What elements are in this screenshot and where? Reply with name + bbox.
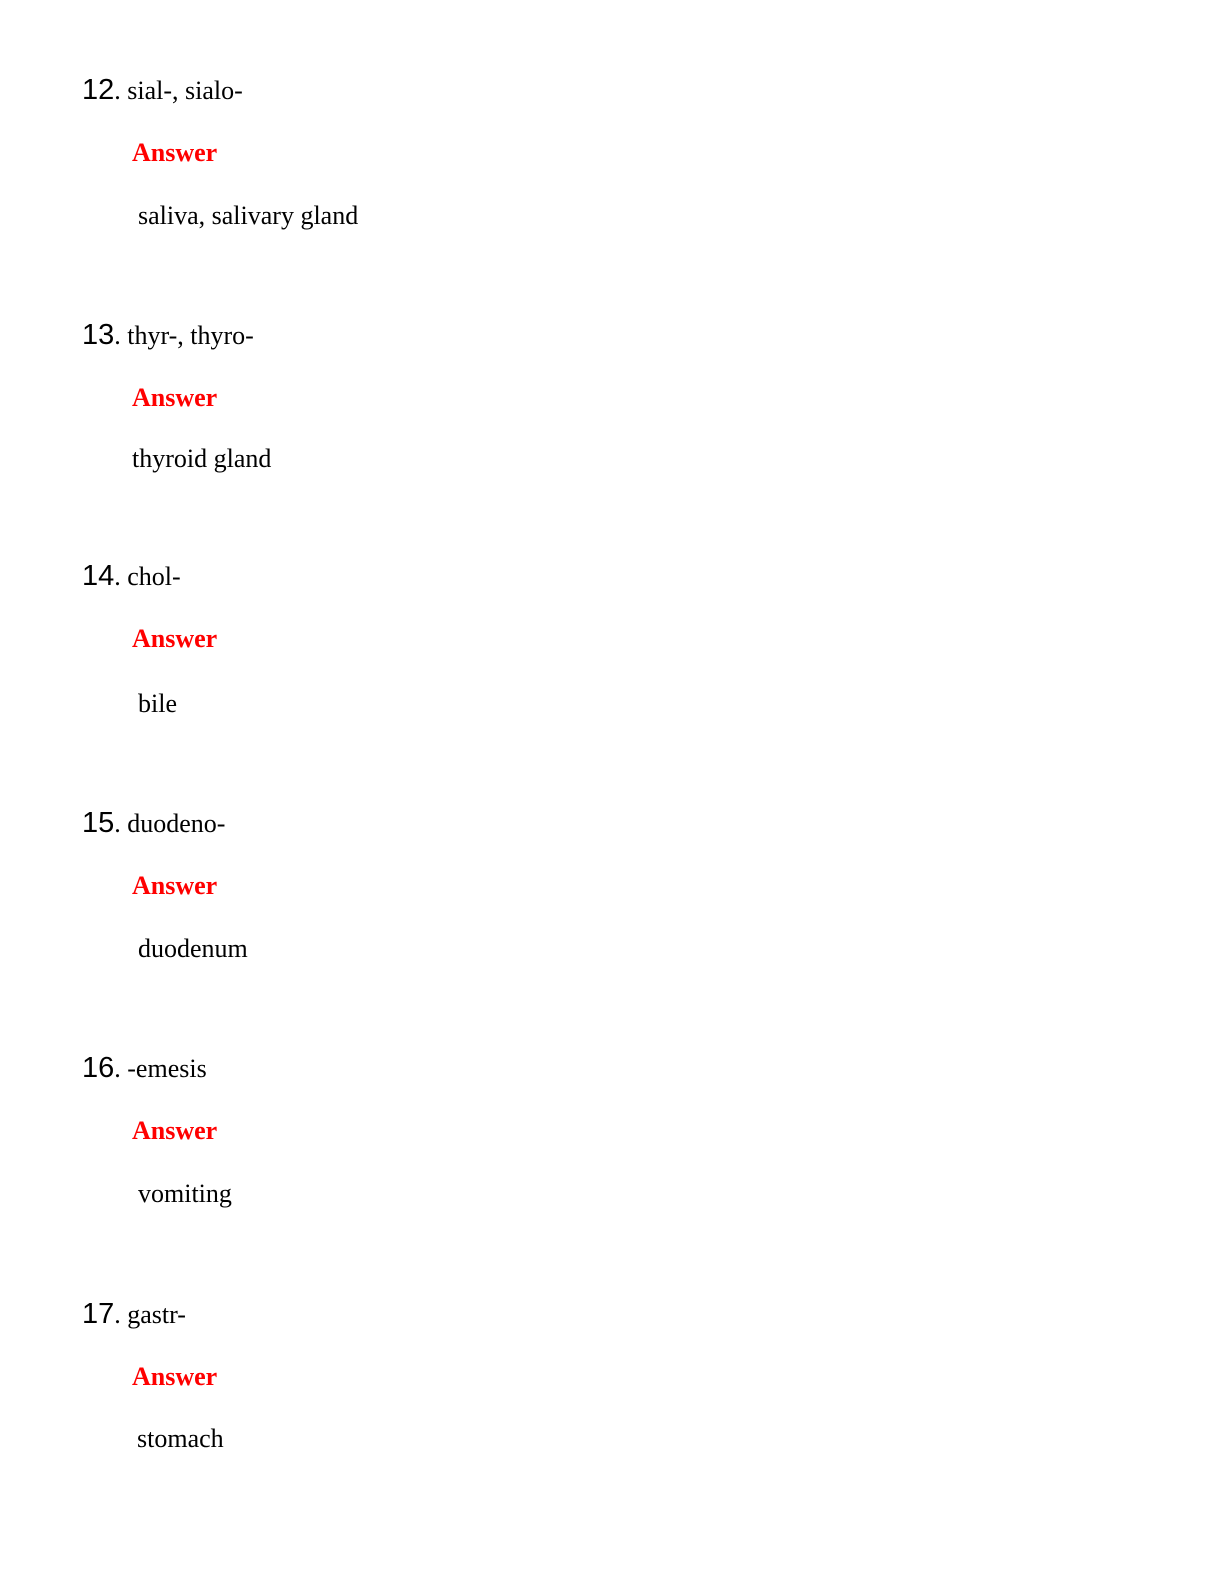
answer-text: stomach bbox=[137, 1424, 224, 1453]
answer-label: Answer bbox=[132, 138, 218, 167]
answer-label: Answer bbox=[132, 1116, 218, 1145]
question-line bbox=[82, 1054, 207, 1083]
answer-label: Answer bbox=[132, 383, 218, 412]
question-term: gastr- bbox=[127, 1300, 186, 1329]
question-line bbox=[82, 76, 243, 105]
question-dot: . bbox=[114, 562, 128, 591]
question-dot: . bbox=[114, 321, 128, 350]
question-number: 12 bbox=[82, 74, 115, 106]
question-term: -emesis bbox=[127, 1054, 207, 1083]
question-number: 17 bbox=[82, 1298, 115, 1330]
question-number: 13 bbox=[82, 319, 115, 351]
question-line bbox=[82, 562, 181, 591]
question-line bbox=[82, 809, 225, 838]
question-dot: . bbox=[114, 76, 128, 105]
question-dot: . bbox=[114, 1054, 128, 1083]
question-number: 16 bbox=[82, 1052, 115, 1084]
question-term: duodeno- bbox=[127, 809, 226, 838]
answer-label: Answer bbox=[132, 1362, 218, 1391]
answer-label: Answer bbox=[132, 871, 218, 900]
question-term: sial-, sialo- bbox=[127, 76, 243, 105]
answer-text: thyroid gland bbox=[132, 444, 272, 473]
question-number: 14 bbox=[82, 560, 115, 592]
answer-text: saliva, salivary gland bbox=[138, 201, 359, 230]
answer-label: Answer bbox=[132, 624, 218, 653]
question-line bbox=[82, 321, 254, 350]
question-dot: . bbox=[114, 809, 128, 838]
question-term: thyr-, thyro- bbox=[127, 321, 254, 350]
answer-text: duodenum bbox=[138, 934, 248, 963]
question-dot: . bbox=[114, 1300, 128, 1329]
question-number: 15 bbox=[82, 807, 115, 839]
question-term: chol- bbox=[127, 562, 181, 591]
answer-text: bile bbox=[138, 689, 177, 718]
answer-text: vomiting bbox=[138, 1179, 232, 1208]
question-line bbox=[82, 1300, 186, 1329]
